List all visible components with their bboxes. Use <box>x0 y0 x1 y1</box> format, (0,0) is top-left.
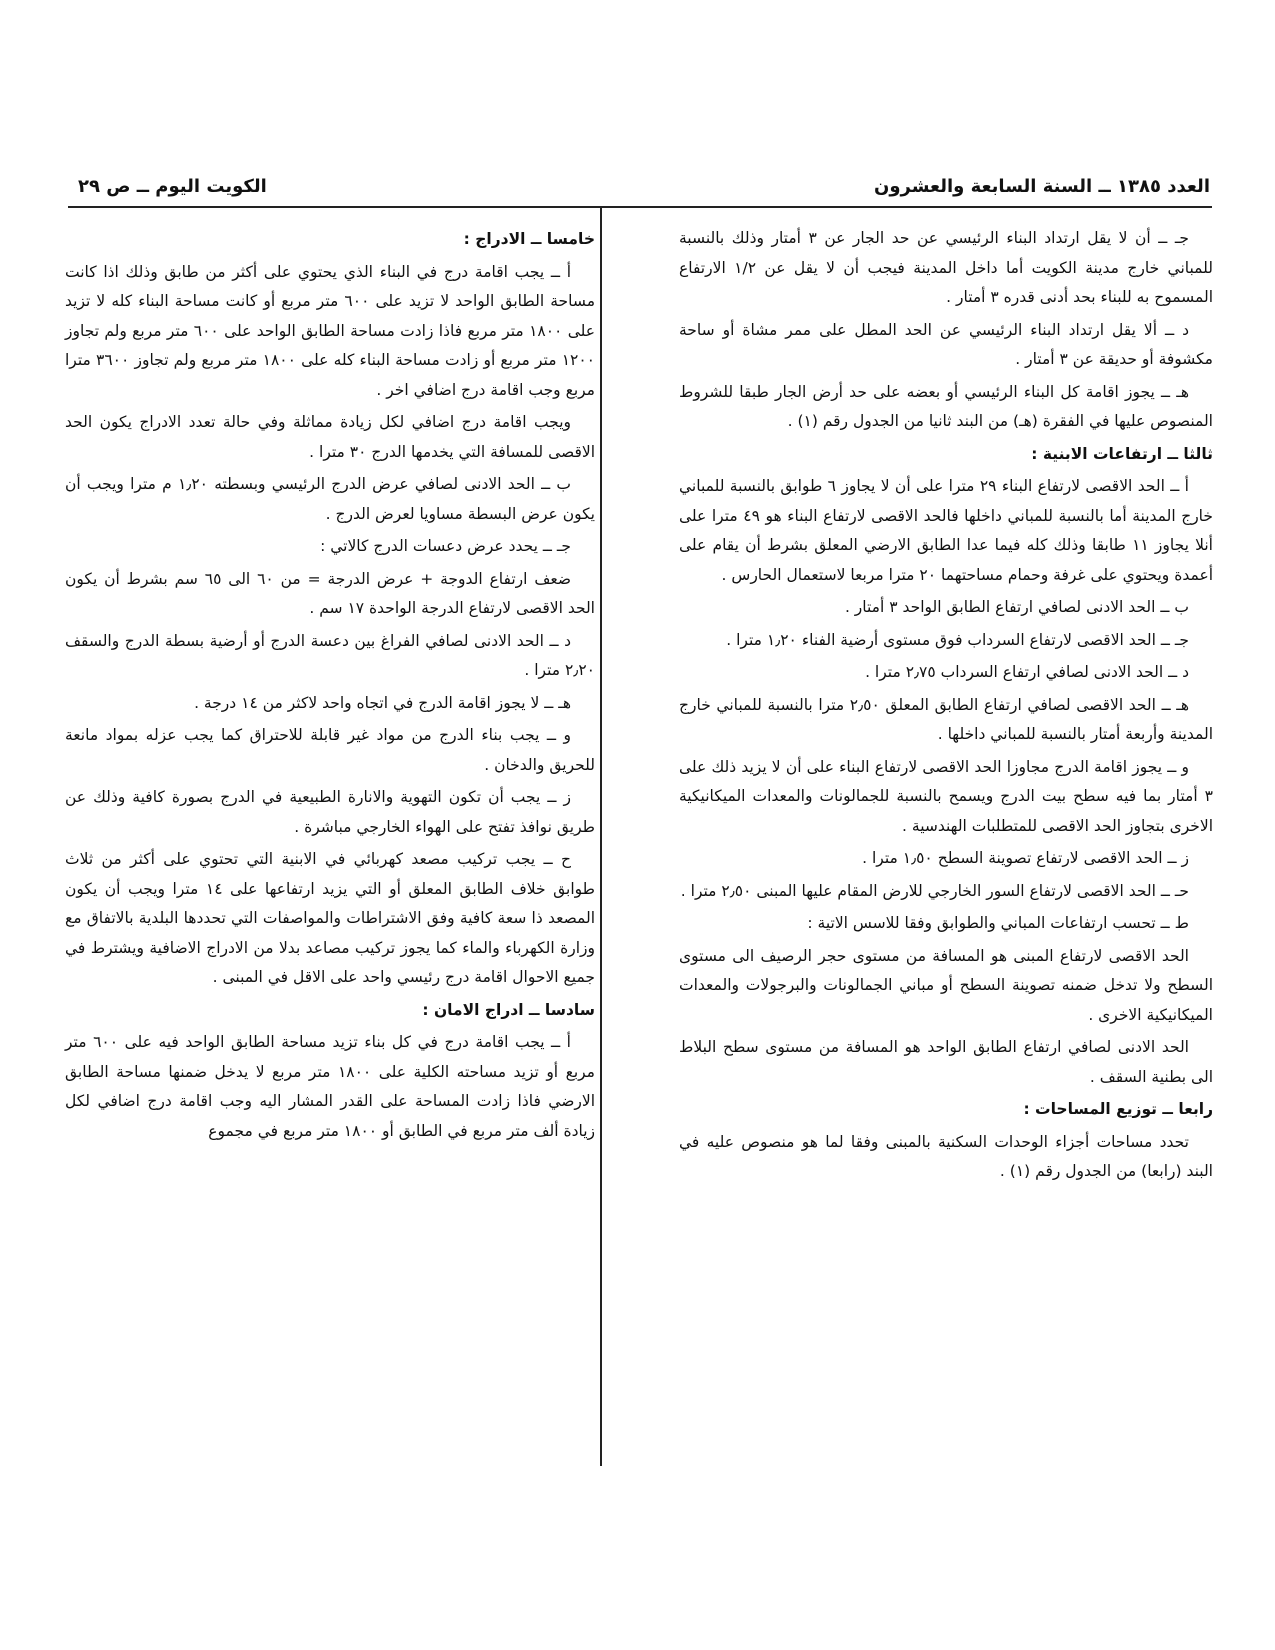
paragraph: هـ ــ يجوز اقامة كل البناء الرئيسي أو بعضه على حد أرض الجار طبقا للشروط المنصوص عليها في الفقرة (هـ) من البند ثانيا من الجدول رقم (١) . <box>679 382 1213 430</box>
paragraph: أ ــ يجب اقامة درج في البناء الذي يحتوي على أكثر من طابق وذلك اذا كانت مساحة الطابق الواحد لا تزيد على ٦٠٠ متر مربع أو كانت مساحة البناء كله لا تزيد على ١٨٠٠ متر مربع فاذا زادت مساحة الطابق الواحد على ٦٠٠ متر مربع ولم تجاوز ١٢٠٠ متر مربع أو زادت مساحة البناء كله على ١٨٠٠ متر مربع ولم تجاوز ٣٦٠٠ مترا مربع وجب اقامة درج اضافي اخر . <box>65 262 596 399</box>
page-header <box>70 176 1210 204</box>
paragraph: ز ــ يجب أن تكون التهوية والانارة الطبيعية في الدرج بصورة كافية وذلك عن طريق نوافذ تفتح على الهواء الخارجي مباشرة . <box>65 788 595 836</box>
section-heading: ثالثا ــ ارتفاعات الابنية : <box>1031 444 1213 463</box>
column-divider <box>600 208 602 1466</box>
section-heading: رابعا ــ توزيع المساحات : <box>1023 1100 1213 1118</box>
paragraph: جـ ــ الحد الاقصى لارتفاع السرداب فوق مستوى أرضية الفناء ١٫٢٠ مترا . <box>726 630 1189 649</box>
paragraph: ويجب اقامة درج اضافي لكل زيادة مماثلة وفي حالة تعدد الادراج يكون الحد الاقصى للمسافة التي يخدمها الدرج ٣٠ مترا . <box>65 413 595 461</box>
issue-info: العدد ١٣٨٥ ــ السنة السابعة والعشرون <box>873 176 1210 197</box>
gazette-page-number: الكويت اليوم ــ ص ٢٩ <box>78 176 267 197</box>
right-column <box>679 224 1213 1190</box>
paragraph: ط ــ تحسب ارتفاعات المباني والطوابق وفقا للاسس الاتية : <box>807 914 1189 932</box>
paragraph: تحدد مساحات أجزاء الوحدات السكنية بالمبنى وفقا لما هو منصوص عليه في البند (رابعا) من الجدول رقم (١) . <box>679 1132 1213 1180</box>
paragraph: هـ ــ لا يجوز اقامة الدرج في اتجاه واحد لاكثر من ١٤ درجة . <box>194 693 571 712</box>
paragraph: و ــ يجوز اقامة الدرج مجاوزا الحد الاقصى لارتفاع البناء على أن لا يزيد ذلك على ٣ أمتار بما فيه سطح بيت الدرج ويسمح بالنسبة للجمالونات والمعدات الميكانيكية الاخرى بتجاوز الحد الاقصى للمتطلبات الهندسية . <box>679 757 1213 835</box>
paragraph: و ــ يجب بناء الدرج من مواد غير قابلة للاحتراق كما يجب عزله بمواد مانعة للحريق والدخان . <box>65 726 595 774</box>
left-column <box>65 224 595 1149</box>
paragraph: ب ــ الحد الادنى لصافي ارتفاع الطابق الواحد ٣ أمتار . <box>844 598 1189 616</box>
paragraph: ب ــ الحد الادنى لصافي عرض الدرج الرئيسي وبسطته ١٫٢٠ م مترا ويجب أن يكون عرض البسطة مساويا لعرض الدرج . <box>65 475 595 523</box>
paragraph: ح ــ يجب تركيب مصعد كهربائي في الابنية التي تحتوي على أكثر من ثلاث طوابق خلاف الطابق المعلق أو التي يزيد ارتفاعها على ١٤ مترا ويجب أن يكون المصعد ذا سعة كافية وفق الاشتراطات والمواصفات التي تحددها البلدية بالاتفاق مع وزارة الكهرباء والماء كما يجوز تركيب مصاعد بدلا من الادراج الاضافية ويشترط في جميع الاحوال اقامة درج رئيسي واحد على الاقل في المبنى . <box>65 850 595 986</box>
paragraph: د ــ ألا يقل ارتداد البناء الرئيسي عن الحد المطل على ممر مشاة أو ساحة مكشوفة أو حديقة عن ٣ أمتار . <box>679 320 1213 368</box>
header-rule <box>68 206 1212 208</box>
section-heading: خامسا ــ الادراج : <box>463 230 595 248</box>
paragraph: هـ ــ الحد الاقصى لصافي ارتفاع الطابق المعلق ٢٫٥٠ مترا بالنسبة للمباني خارج المدينة وأربعة أمتار بالنسبة للمباني داخلها . <box>679 695 1213 743</box>
paragraph: حـ ــ الحد الاقصى لارتفاع السور الخارجي للارض المقام عليها المبنى ٢٫٥٠ مترا . <box>680 881 1189 900</box>
paragraph: الحد الاقصى لارتفاع المبنى هو المسافة من مستوى حجر الرصيف الى مستوى السطح ولا تدخل ضمنه تصوينة السطح أو مباني الجمالونات والبرجولات والمعدات الميكانيكية الاخرى . <box>679 946 1213 1024</box>
paragraph: أ ــ الحد الاقصى لارتفاع البناء ٢٩ مترا على أن لا يجاوز ٦ طوابق بالنسبة للمباني خارج المدينة أما بالنسبة للمباني داخلها فالحد الاقصى لارتفاع البناء هو ٤٩ مترا على أنلا يجاوز ١١ طابقا وذلك كله فيما عدا الطابق الارضي المعلق بشرط أن يقام على أعمدة ويحتوي على غرفة وحمام مساحتهما ٢٠ مترا مربعا لاستعمال الحارس . <box>679 477 1213 584</box>
paragraph: د ــ الحد الادنى لصافي ارتفاع السرداب ٢٫٧٥ مترا . <box>865 663 1189 681</box>
paragraph: ز ــ الحد الاقصى لارتفاع تصوينة السطح ١٫٥٠ مترا . <box>862 849 1189 867</box>
paragraph: ضعف ارتفاع الدوجة + عرض الدرجة = من ٦٠ الى ٦٥ سم بشرط أن يكون الحد الاقصى لارتفاع الدرجة الواحدة ١٧ سم . <box>65 569 595 617</box>
paragraph: جـ ــ أن لا يقل ارتداد البناء الرئيسي عن حد الجار عن ٣ أمتار وذلك بالنسبة للمباني خارج مدينة الكويت أما داخل المدينة فيجب أن لا يقل عن ١/٢ الارتفاع المسموح به للبناء بحد أدنى قدره ٣ أمتار . <box>679 229 1213 306</box>
section-heading: سادسا ــ ادراج الامان : <box>422 1000 595 1019</box>
paragraph: أ ــ يجب اقامة درج في كل بناء تزيد مساحة الطابق الواحد فيه على ٦٠٠ متر مربع أو تزيد مساحته الكلية على ١٨٠٠ متر مربع لا يدخل ضمنها مساحة الطابق الارضي فاذا زادت المساحة على القدر المشار اليه وجب اقامة درج اضافي لكل زيادة ألف متر مربع في الطابق أو ١٨٠٠ متر مربع في مجموع <box>65 1033 595 1140</box>
paragraph: د ــ الحد الادنى لصافي الفراغ بين دعسة الدرج أو أرضية بسطة الدرج والسقف ٢٫٢٠ مترا . <box>65 631 595 679</box>
paragraph: الحد الادنى لصافي ارتفاع الطابق الواحد هو المسافة من مستوى سطح البلاط الى بطنية السقف . <box>679 1038 1213 1086</box>
paragraph: جـ ــ يحدد عرض دعسات الدرج كالاتي : <box>320 537 571 555</box>
